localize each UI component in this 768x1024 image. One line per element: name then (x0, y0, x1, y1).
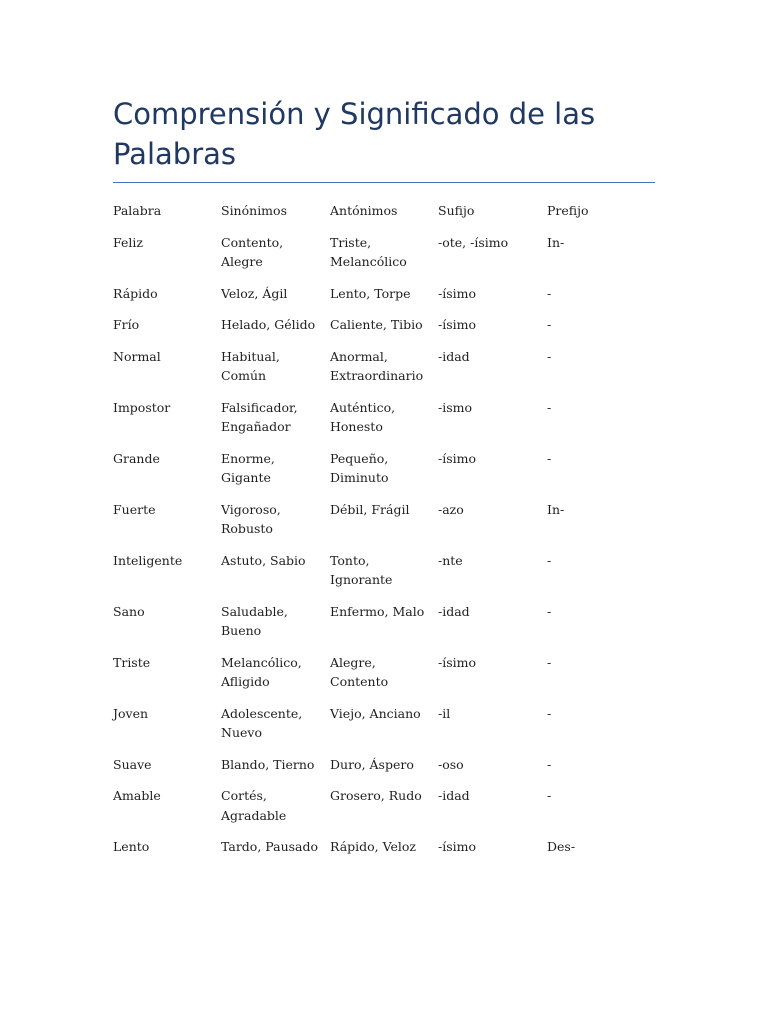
cell-synonyms: Falsificador, Engañador (221, 399, 298, 434)
cell-suffix: -idad (438, 788, 470, 803)
cell-antonyms: Triste, Melancólico (330, 234, 407, 269)
vocabulary-table (113, 201, 657, 869)
table-header-row (113, 201, 657, 233)
cell-word: Grande (113, 450, 160, 466)
cell-word: Rápido (113, 285, 158, 301)
cell-prefix: - (547, 654, 552, 670)
cell-synonyms: Contento, Alegre (221, 234, 284, 269)
cell-suffix: -ísimo (438, 654, 477, 670)
document-page (113, 94, 655, 869)
table-row (113, 755, 657, 787)
cell-prefix: - (547, 552, 552, 568)
cell-prefix: - (547, 450, 552, 466)
cell-antonyms: Viejo, Anciano (330, 705, 421, 721)
cell-synonyms: Vigoroso, Robusto (221, 501, 281, 536)
cell-synonyms: Tardo, Pausado (221, 839, 319, 854)
cell-antonyms: Anormal, Extraordinario (330, 348, 424, 383)
table-row (113, 602, 657, 653)
table-row (113, 284, 657, 316)
cell-suffix: -idad (438, 603, 470, 619)
cell-synonyms: Melancólico, Afligido (221, 654, 302, 689)
header-palabra: Palabra (113, 203, 162, 218)
table-row (113, 347, 657, 398)
cell-antonyms: Pequeño, Diminuto (330, 450, 389, 485)
cell-antonyms: Enfermo, Malo (330, 603, 425, 619)
cell-antonyms: Grosero, Rudo (330, 788, 422, 803)
cell-word: Joven (113, 705, 149, 721)
cell-prefix: - (547, 399, 552, 415)
cell-synonyms: Veloz, Ágil (221, 285, 288, 301)
table-row (113, 233, 657, 284)
cell-suffix: -ísimo (438, 839, 477, 854)
cell-suffix: -azo (438, 501, 464, 517)
cell-suffix: -il (438, 705, 451, 721)
cell-word: Sano (113, 603, 145, 619)
header-prefijo: Prefijo (547, 203, 589, 218)
cell-word: Amable (113, 788, 161, 803)
cell-antonyms: Débil, Frágil (330, 501, 410, 517)
cell-prefix: In- (547, 234, 565, 250)
cell-antonyms: Rápido, Veloz (330, 839, 417, 854)
cell-prefix: - (547, 348, 552, 364)
cell-synonyms: Enorme, Gigante (221, 450, 275, 485)
cell-prefix: In- (547, 501, 565, 517)
cell-antonyms: Auténtico, Honesto (330, 399, 396, 434)
cell-antonyms: Alegre, Contento (330, 654, 389, 689)
header-sufijo: Sufijo (438, 203, 475, 218)
cell-prefix: - (547, 317, 552, 332)
cell-suffix: -ísimo (438, 450, 477, 466)
cell-word: Triste (113, 654, 151, 670)
cell-suffix: -oso (438, 756, 464, 772)
cell-synonyms: Habitual, Común (221, 348, 280, 383)
document-title: Comprensión y Significado de las Palabras (113, 94, 655, 183)
cell-synonyms: Saludable, Bueno (221, 603, 288, 638)
cell-prefix: - (547, 603, 552, 619)
cell-word: Suave (113, 756, 152, 772)
header-sinonimos: Sinónimos (221, 203, 287, 218)
table-row (113, 653, 657, 704)
cell-antonyms: Tonto, Ignorante (330, 552, 393, 587)
cell-prefix: Des- (547, 839, 576, 854)
cell-prefix: - (547, 788, 552, 803)
table-row (113, 398, 657, 449)
cell-suffix: -ísimo (438, 285, 477, 301)
cell-prefix: - (547, 285, 552, 301)
cell-word: Inteligente (113, 552, 183, 568)
table-row (113, 449, 657, 500)
table-row (113, 315, 657, 347)
cell-suffix: -ote, -ísimo (438, 234, 509, 250)
table-row (113, 500, 657, 551)
table-row (113, 786, 657, 837)
cell-suffix: -nte (438, 552, 463, 568)
cell-prefix: - (547, 756, 552, 772)
cell-antonyms: Caliente, Tibio (330, 317, 423, 332)
cell-word: Fuerte (113, 501, 156, 517)
cell-word: Lento (113, 839, 150, 854)
cell-synonyms: Cortés, Agradable (221, 788, 287, 823)
cell-word: Frío (113, 317, 140, 332)
header-antonimos: Antónimos (330, 203, 398, 218)
cell-synonyms: Astuto, Sabio (221, 552, 306, 568)
cell-suffix: -ísimo (438, 317, 477, 332)
cell-synonyms: Adolescente, Nuevo (221, 705, 303, 740)
cell-suffix: -idad (438, 348, 470, 364)
cell-word: Normal (113, 348, 161, 364)
table-row (113, 837, 657, 869)
cell-suffix: -ismo (438, 399, 473, 415)
cell-word: Feliz (113, 234, 143, 250)
cell-synonyms: Helado, Gélido (221, 317, 316, 332)
cell-prefix: - (547, 705, 552, 721)
cell-antonyms: Duro, Áspero (330, 756, 414, 772)
table-row (113, 551, 657, 602)
cell-word: Impostor (113, 399, 171, 415)
cell-synonyms: Blando, Tierno (221, 756, 315, 772)
cell-antonyms: Lento, Torpe (330, 285, 411, 301)
table-row (113, 704, 657, 755)
